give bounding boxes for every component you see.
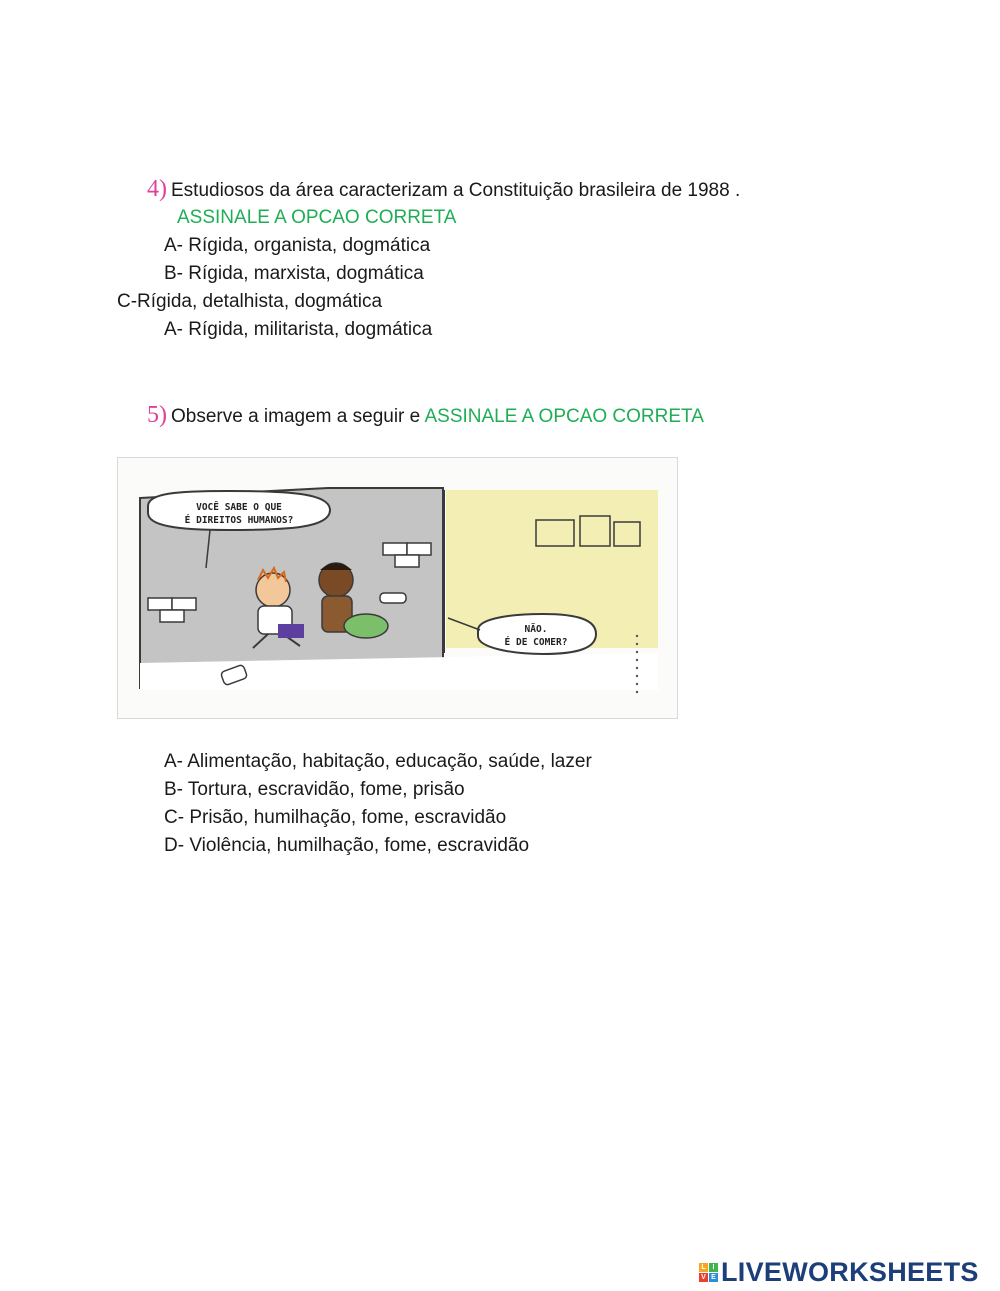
speech-bubble-1-line-1: VOCÊ SABE O QUE bbox=[196, 502, 282, 513]
question-5-option-a[interactable]: A- Alimentação, habitação, educação, saúde, lazer bbox=[164, 751, 592, 772]
logo-text: LIVEWORKSHEETS bbox=[721, 1256, 979, 1287]
speech-bubble-2-line-1: NÃO. bbox=[524, 624, 548, 635]
question-5-number: 5) bbox=[147, 402, 167, 428]
logo-blocks-icon bbox=[699, 1263, 718, 1282]
question-4-instruction: ASSINALE A OPCAO CORRETA bbox=[177, 207, 457, 228]
question-4-number: 4) bbox=[147, 176, 167, 202]
question-4-option-1[interactable]: A- Rígida, organista, dogmática bbox=[164, 235, 431, 256]
question-5-instruction: ASSINALE A OPCAO CORRETA bbox=[424, 406, 704, 427]
question-5-option-c[interactable]: C- Prisão, humilhação, fome, escravidão bbox=[164, 807, 507, 828]
liveworksheets-logo[interactable] bbox=[699, 1258, 979, 1286]
question-4-option-4[interactable]: A- Rígida, militarista, dogmática bbox=[164, 319, 433, 340]
question-4-option-3[interactable]: C-Rígida, detalhista, dogmática bbox=[117, 291, 383, 312]
question-4-text: Estudiosos da área caracterizam a Constituição brasileira de 1988 . bbox=[171, 180, 741, 201]
question-5-option-d[interactable]: D- Violência, humilhação, fome, escravidão bbox=[164, 835, 530, 856]
cartoon-image bbox=[117, 457, 678, 719]
question-4-option-2[interactable]: B- Rígida, marxista, dogmática bbox=[164, 263, 424, 284]
logo-block-v: V bbox=[699, 1273, 708, 1282]
speech-bubble-2-line-2: É DE COMER? bbox=[504, 637, 568, 648]
question-5-text: Observe a imagem a seguir e bbox=[171, 406, 421, 427]
logo-block-e: E bbox=[709, 1273, 718, 1282]
question-5-option-b[interactable]: B- Tortura, escravidão, fome, prisão bbox=[164, 779, 465, 800]
speech-bubble-1-line-2: É DIREITOS HUMANOS? bbox=[184, 515, 294, 526]
logo-block-l: L bbox=[699, 1263, 708, 1272]
logo-block-i: I bbox=[709, 1263, 718, 1272]
cartoon-illustration bbox=[118, 458, 677, 718]
question-5-heading bbox=[147, 403, 704, 429]
question-4-heading bbox=[147, 177, 740, 203]
